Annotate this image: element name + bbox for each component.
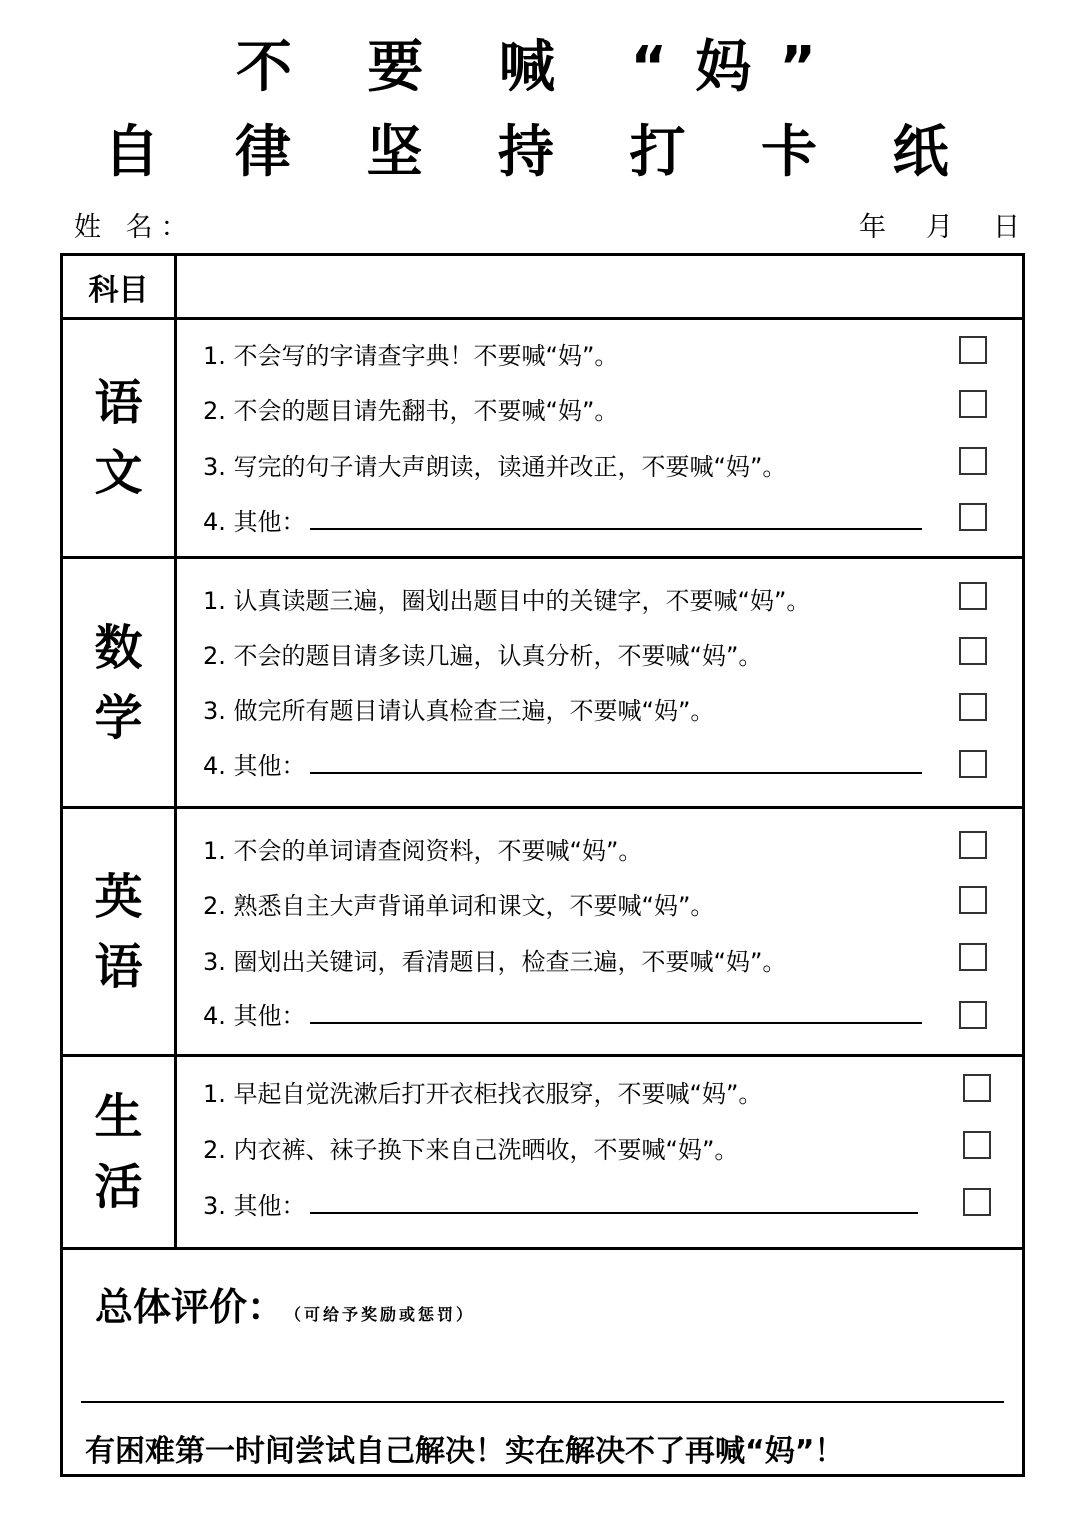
row-divider <box>63 1054 1022 1057</box>
overall-evaluation <box>95 1276 475 1331</box>
checkbox[interactable] <box>959 447 987 475</box>
task-item-other <box>203 1004 922 1028</box>
task-item-other <box>203 754 922 778</box>
subject-char: 数 <box>94 619 143 676</box>
task-item-label: 4. 其他： <box>203 508 306 536</box>
checkbox[interactable] <box>959 637 987 665</box>
task-item: 1. 早起自觉洗漱后打开衣柜找衣服穿，不要喊“妈”。 <box>203 1080 763 1108</box>
row-divider <box>63 1247 1022 1250</box>
subject-english <box>63 809 174 1054</box>
task-item-label: 4. 其他： <box>203 1002 306 1030</box>
fill-in-line[interactable] <box>310 1198 918 1214</box>
task-item: 1. 认真读题三遍，圈划出题目中的关键字，不要喊“妈”。 <box>203 587 811 615</box>
subject-chinese <box>63 320 174 556</box>
row-divider <box>63 317 1022 320</box>
checkbox[interactable] <box>959 693 987 721</box>
subject-char: 学 <box>94 689 143 746</box>
footer-reminder: 有困难第一时间尝试自己解决！实在解决不了再喊“妈”！ <box>85 1434 845 1469</box>
subject-char: 文 <box>94 445 143 501</box>
column-divider <box>174 256 177 1248</box>
task-item-label: 3. 其他： <box>203 1192 306 1220</box>
checklist-sheet <box>60 253 1025 1477</box>
fill-in-line[interactable] <box>310 1008 922 1024</box>
title-line-2: 自 律 坚 持 打 卡 纸 <box>103 120 977 185</box>
date-labels <box>859 205 1020 244</box>
subject-life <box>63 1057 174 1247</box>
task-item: 3. 写完的句子请大声朗读，读通并改正，不要喊“妈”。 <box>203 453 787 481</box>
evaluation-writing-line[interactable] <box>81 1401 1004 1403</box>
subject-char: 生 <box>94 1089 143 1145</box>
task-item-other <box>203 510 922 534</box>
title-line-1: 不 要 喊 “妈” <box>235 35 845 100</box>
checkbox[interactable] <box>959 1001 987 1029</box>
checkbox[interactable] <box>959 943 987 971</box>
subject-char: 活 <box>94 1159 143 1215</box>
row-divider <box>63 556 1022 559</box>
checkbox[interactable] <box>963 1074 991 1102</box>
subject-char: 语 <box>94 938 143 995</box>
name-label: 姓 名： <box>74 212 196 243</box>
year-label: 年 <box>859 212 886 243</box>
task-item: 2. 熟悉自主大声背诵单词和课文，不要喊“妈”。 <box>203 892 715 920</box>
task-item: 3. 做完所有题目请认真检查三遍，不要喊“妈”。 <box>203 697 715 725</box>
task-item: 2. 内衣裤、袜子换下来自己洗晒收，不要喊“妈”。 <box>203 1136 739 1164</box>
row-divider <box>63 806 1022 809</box>
task-item: 1. 不会的单词请查阅资料，不要喊“妈”。 <box>203 837 643 865</box>
subject-math <box>63 559 174 806</box>
task-item: 1. 不会写的字请查字典！不要喊“妈”。 <box>203 342 619 370</box>
checkbox[interactable] <box>963 1131 991 1159</box>
checkbox[interactable] <box>959 336 987 364</box>
month-label: 月 <box>926 212 953 243</box>
checkbox[interactable] <box>959 750 987 778</box>
checkbox[interactable] <box>959 390 987 418</box>
task-item-other <box>203 1194 918 1218</box>
checkbox[interactable] <box>959 886 987 914</box>
task-item: 2. 不会的题目请先翻书，不要喊“妈”。 <box>203 397 619 425</box>
checkbox[interactable] <box>959 831 987 859</box>
fill-in-line[interactable] <box>310 758 922 774</box>
day-label: 日 <box>993 212 1020 243</box>
subject-char: 英 <box>94 868 143 925</box>
evaluation-note: （可给予奖励或惩罚） <box>293 1305 476 1324</box>
checkbox[interactable] <box>959 582 987 610</box>
checkbox[interactable] <box>959 503 987 531</box>
subject-header: 科目 <box>88 273 149 308</box>
task-item-label: 4. 其他： <box>203 752 306 780</box>
task-item: 2. 不会的题目请多读几遍，认真分析，不要喊“妈”。 <box>203 642 763 670</box>
evaluation-label: 总体评价： <box>95 1285 286 1329</box>
subject-char: 语 <box>94 375 143 431</box>
checkbox[interactable] <box>963 1188 991 1216</box>
task-item: 3. 圈划出关键词，看清题目，检查三遍，不要喊“妈”。 <box>203 948 787 976</box>
fill-in-line[interactable] <box>310 514 922 530</box>
